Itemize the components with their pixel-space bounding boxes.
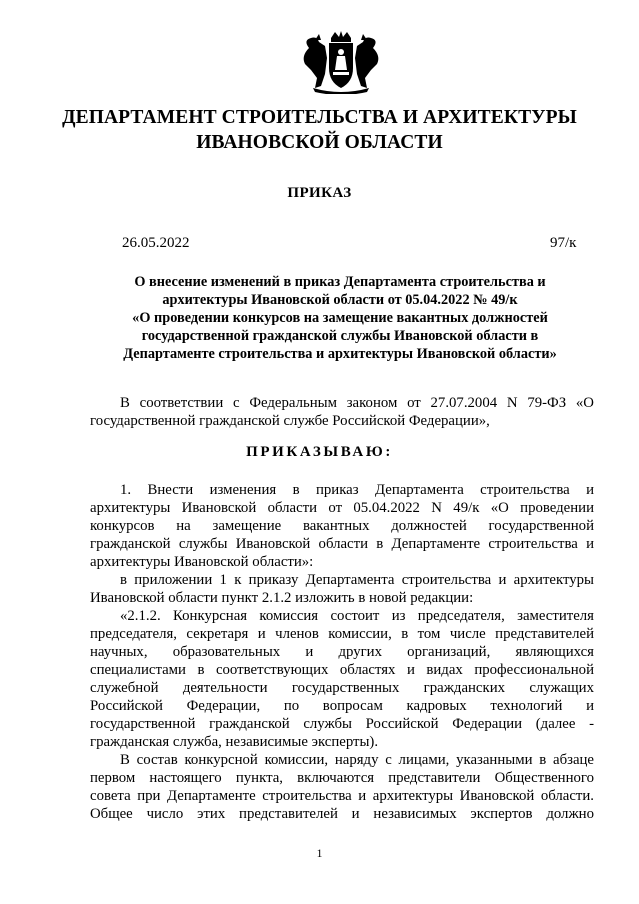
- subject-line: архитектуры Ивановской области от 05.04.2022 № 49/к: [162, 292, 518, 308]
- subject-line: О внесение изменений в приказ Департамента строительства и: [134, 274, 546, 290]
- paragraph-3-line: председателя, секретаря и членов комиссии, в том числе представителей: [90, 626, 594, 642]
- order-number: 97/к: [550, 235, 577, 251]
- subject-line: Департаменте строительства и архитектуры Ивановской области»: [123, 346, 557, 362]
- subject-line: государственной гражданской службы Ивановской области в: [141, 328, 539, 344]
- paragraph-2-line: в приложении 1 к приказу Департамента строительства и архитектуры: [120, 572, 594, 588]
- paragraph-3-line: специалистами в соответствующих областях и видах профессиональной: [90, 662, 594, 678]
- paragraph-3-line: служебной деятельности государственных гражданских служащих: [90, 680, 594, 696]
- coat-of-arms-emblem: [295, 30, 387, 94]
- department-name-line-2: ИВАНОВСКОЙ ОБЛАСТИ: [196, 132, 443, 153]
- paragraph-3-line: государственной гражданской службы Российской Федерации (далее -: [90, 716, 594, 732]
- paragraph-3-line: Российской Федерации, по вопросам кадровых технологий и: [90, 698, 594, 714]
- resolve-heading: ПРИКАЗЫВАЮ:: [246, 444, 393, 460]
- paragraph-1-line: конкурсов на замещение вакантных должностей государственной: [90, 518, 594, 534]
- page-number: 1: [316, 846, 323, 860]
- paragraph-4-line: Общее число этих представителей и независимых экспертов должно: [90, 806, 594, 822]
- order-date: 26.05.2022: [122, 235, 190, 251]
- paragraph-4-line: совета при Департаменте строительства и архитектуры Ивановской области.: [90, 788, 594, 804]
- preamble-line: В соответствии с Федеральным законом от 27.07.2004 N 79-ФЗ «О: [120, 395, 594, 411]
- paragraph-4-line: В состав конкурсной комиссии, наряду с лицами, указанными в абзаце: [120, 752, 594, 768]
- department-name-line-1: ДЕПАРТАМЕНТ СТРОИТЕЛЬСТВА И АРХИТЕКТУРЫ: [62, 107, 577, 128]
- preamble-line: государственной гражданской службе Российской Федерации»,: [90, 413, 490, 429]
- paragraph-1-line: 1. Внести изменения в приказ Департамента строительства и: [120, 482, 594, 498]
- paragraph-1-line: архитектуры Ивановской области»:: [90, 554, 314, 570]
- subject-line: «О проведении конкурсов на замещение вакантных должностей: [132, 310, 548, 326]
- paragraph-4-line: первом настоящего пункта, включаются представители Общественного: [90, 770, 594, 786]
- paragraph-3-line: научных, образовательных и других организаций, являющихся: [90, 644, 594, 660]
- paragraph-2-line: Ивановской области пункт 2.1.2 изложить в новой редакции:: [90, 590, 474, 606]
- paragraph-1-line: гражданской службы Ивановской области в Департаменте строительства и: [90, 536, 594, 552]
- paragraph-1-line: архитектуры Ивановской области от 05.04.2022 N 49/к «О проведении: [90, 500, 594, 516]
- order-title: ПРИКАЗ: [287, 185, 352, 201]
- paragraph-3-line: гражданская служба, независимые эксперты).: [90, 734, 379, 750]
- paragraph-3-line: «2.1.2. Конкурсная комиссия состоит из председателя, заместителя: [120, 608, 594, 624]
